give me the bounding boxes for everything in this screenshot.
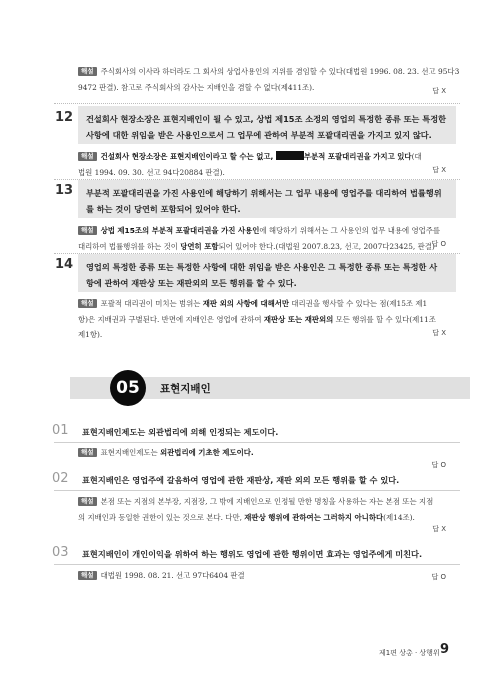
explanation-text: 항)은 지배권과 구별된다. 반면에 지배인은 영업에 관하여 [78, 314, 264, 324]
question-number: 14 [55, 257, 74, 272]
question-text: 표현지배인은 영업주에 갈음하여 영업에 관한 재판상, 재판 외의 모든 행위를 할 수 있다. [82, 475, 400, 485]
divider [54, 442, 460, 443]
answer-mark: 답 O [431, 461, 446, 469]
explanation-line: 제1항). [78, 330, 103, 339]
question-number: 13 [55, 183, 74, 198]
question-number: 01 [52, 423, 69, 438]
explanation-bold: 재판상 또는 재판외의 [263, 314, 334, 324]
explanation-q14 [78, 296, 468, 343]
answer-mark: 답 X [432, 329, 446, 337]
redaction-mark [276, 151, 304, 160]
footer-chapter: 제1편 상총 · 상행위 [379, 649, 440, 657]
explanation-bold: 건설회사 현장소장은 표현지배인이라고 할 수는 없고, [100, 152, 276, 161]
question-text: 표현지배인이 개인이익을 위하여 하는 행위도 영업에 관한 행위이면 효과는 영업주에게 미친다. [82, 549, 423, 559]
explanation-top [78, 64, 468, 95]
explanation-text: 대리하여 법률행위를 하는 것이 [78, 241, 181, 251]
explanation-s1 [78, 445, 468, 461]
question-line: 영업의 특정한 종류 또는 특정한 사항에 대한 위임을 받은 사용인은 그 특정한 종류 또는 특정한 사 [86, 262, 438, 272]
explanation-bold: 당연히 포함 [180, 241, 219, 251]
explanation-q12 [78, 149, 468, 180]
explanation-tag: 해설 [78, 497, 97, 506]
explanation-bold: 외관법리에 기초한 제도이다. [160, 448, 254, 457]
question-line: 를 하는 것이 당연히 포함되어 있어야 한다. [86, 204, 241, 214]
explanation-line: 9472 판결). 참고로 주식회사의 감사는 지배인을 겸할 수 없다(제411조). [78, 82, 315, 92]
explanation-q13 [78, 223, 468, 254]
question-line: 항에 관하여 재판상 또는 재판외의 모든 행위를 할 수 있다. [86, 278, 297, 288]
explanation-text: 되어 있어야 한다.(대법원 2007.8.23, 선고, 2007다23425, 판결) [218, 241, 435, 251]
question-line: 사항에 대한 위임을 받은 사용인으로서 그 업무에 관하여 부분적 포괄대리권을 가지고 있지 않다. [86, 130, 432, 140]
divider [54, 564, 460, 565]
explanation-text: 대법원 1998. 08. 21. 선고 97다6404 판결 [100, 571, 245, 580]
section-title: 표현지배인 [160, 383, 211, 395]
question-line: 건설회사 현장소장은 표현지배인이 될 수 있고, 상법 제15조 소정의 영업의 특정한 종류 또는 특정한 [86, 114, 447, 124]
answer-mark: 답 O [431, 573, 446, 581]
explanation-line: 법원 1994. 09. 30. 선고 94다20884 판결). [78, 167, 225, 177]
explanation-text: 의 지배인과 동일한 권한이 있는 것으로 본다. 다만, [78, 512, 245, 522]
question-box [78, 254, 456, 292]
explanation-tag: 해설 [78, 448, 97, 457]
page-number: 9 [440, 642, 450, 657]
explanation-s2 [78, 494, 468, 525]
explanation-bold: 재판 외의 사항에 대해서만 [202, 299, 290, 308]
explanation-text: 모든 행위를 할 수 있다(제11조 [333, 314, 436, 324]
question-number: 12 [55, 110, 74, 125]
explanation-s3 [78, 568, 468, 584]
explanation-bold: 상법 제15조의 부분적 포괄대리권을 가진 사용인 [100, 226, 260, 235]
answer-mark: 답 O [431, 240, 446, 248]
explanation-text: (대 [411, 152, 422, 161]
explanation-text: 에 해당하기 위해서는 그 사용인의 업무 내용에 영업주를 [259, 226, 441, 235]
explanation-tag: 해설 [78, 226, 97, 235]
explanation-text: 표현지배인제도는 [100, 448, 161, 457]
section-number-badge: 05 [110, 370, 146, 406]
answer-mark: 답 X [432, 166, 446, 174]
divider [54, 490, 460, 491]
question-box [78, 180, 456, 218]
explanation-text: 포괄적 대리권이 미치는 범위는 [100, 299, 203, 308]
question-text: 표현지배인제도는 외관법리에 의해 인정되는 제도이다. [82, 427, 279, 437]
answer-mark: 답 X [432, 87, 446, 95]
explanation-text: 대리권을 행사할 수 있다는 점(제15조 제1 [289, 299, 428, 308]
explanation-tag: 해설 [78, 152, 97, 161]
explanation-bold: 재판상 행위에 관하여는 그러하지 아니하다 [244, 512, 384, 522]
divider [54, 103, 460, 104]
explanation-bold: 부분적 포괄대리권을 가지고 있다 [303, 152, 412, 161]
explanation-tag: 해설 [78, 571, 97, 580]
explanation-text: (제14조). [383, 512, 415, 522]
explanation-line: 본점 또는 지점의 본부장, 지점장, 그 밖에 지배인으로 인정될 만한 명칭을 사용하는 자는 본점 또는 지점 [100, 497, 434, 506]
question-box [78, 106, 456, 144]
explanation-tag: 해설 [78, 299, 97, 308]
explanation-line: 주식회사의 이사라 하더라도 그 회사의 상업사용인의 지위를 겸임할 수 있다(대법원 1996. 08. 23. 선고 95다3 [100, 67, 460, 76]
question-number: 02 [52, 471, 69, 486]
question-number: 03 [52, 545, 69, 560]
question-line: 부분적 포괄대리권을 가진 사용인에 해당하기 위해서는 그 업무 내용에 영업주를 대리하여 법률행위 [86, 188, 442, 198]
explanation-tag: 해설 [78, 67, 97, 76]
answer-mark: 답 X [432, 525, 446, 533]
